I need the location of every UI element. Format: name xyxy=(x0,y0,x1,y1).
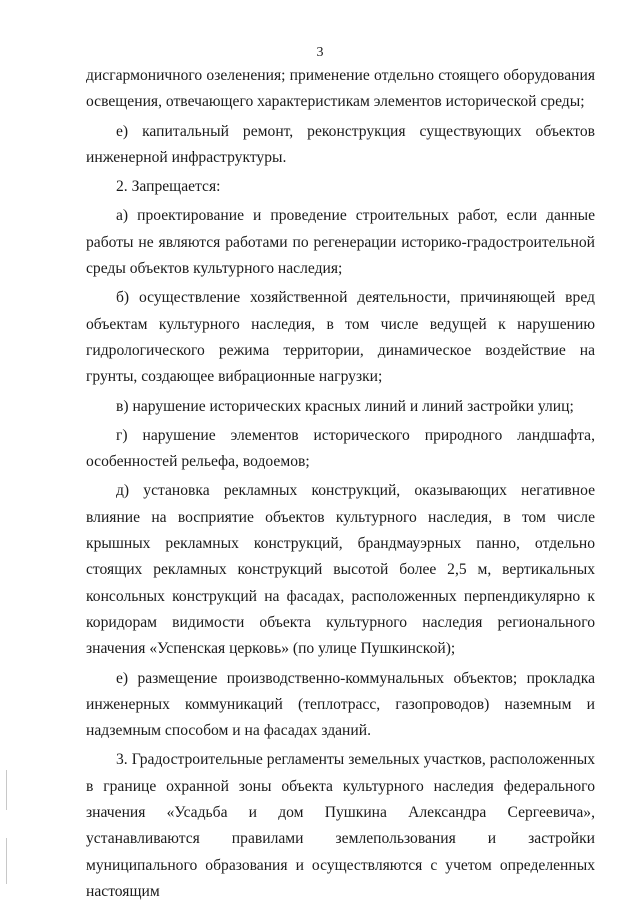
document-body xyxy=(86,63,595,905)
page-number: 3 xyxy=(316,45,324,60)
paragraph-item-d: д) установка рекламных конструкций, оказывающих негативное влияние на восприятие объектов культурного наследия, в том числе крышных рекламных конструкций, брандмауэрных панно, отдельно стоящих рекламных конструкций высотой более 2,5 м, вертикальных консольных конструкций на фасадах, расположенных перпендикулярно к коридорам видимости объекта культурного наследия регионального значения «Успенская церковь» (по улице Пушкинской); xyxy=(86,482,595,658)
scan-edge-mark-bottom xyxy=(6,838,7,884)
paragraph-item-a: а) проектирование и проведение строительных работ, если данные работы не являются работами по регенерации историко-градостроительной среды объектов культурного наследия; xyxy=(86,207,595,278)
paragraph-item-v: в) нарушение исторических красных линий и линий застройки улиц; xyxy=(116,397,574,415)
paragraph-continuation: дисгармоничного озеленения; применение отдельно стоящего оборудования освещения, отвечающего характеристикам элементов исторической среды; xyxy=(86,67,595,111)
paragraph-item-e-repair: е) капитальный ремонт, реконструкция существующих объектов инженерной инфраструктуры. xyxy=(86,122,595,166)
paragraph-item-g: г) нарушение элементов исторического природного ландшафта, особенностей рельефа, водоемов; xyxy=(86,426,595,471)
paragraph-item-b: б) осуществление хозяйственной деятельности, причиняющей вред объектам культурного наследия, в том числе ведущей к нарушению гидрологического режима территории, динамическое воздействие на грунты, создающее вибрационные нагрузки; xyxy=(86,289,595,386)
scan-edge-mark-top xyxy=(6,770,7,810)
section-heading-prohibited: 2. Запрещается: xyxy=(116,178,221,196)
paragraph-section-3: 3. Градостроительные регламенты земельных участков, расположенных в границе охранной зоны объекта культурного наследия федерального значения «Усадьба и дом Пушкина Александра Сергеевича», устанавливаются правилами землепользования и застройки муниципального образования и осуществляются с учетом определенных настоящим xyxy=(86,751,595,900)
paragraph-item-e-placement: е) размещение производственно-коммунальных объектов; прокладка инженерных коммуникаций (теплотрасс, газопроводов) наземным и надземным способом и на фасадах зданий. xyxy=(86,669,595,740)
